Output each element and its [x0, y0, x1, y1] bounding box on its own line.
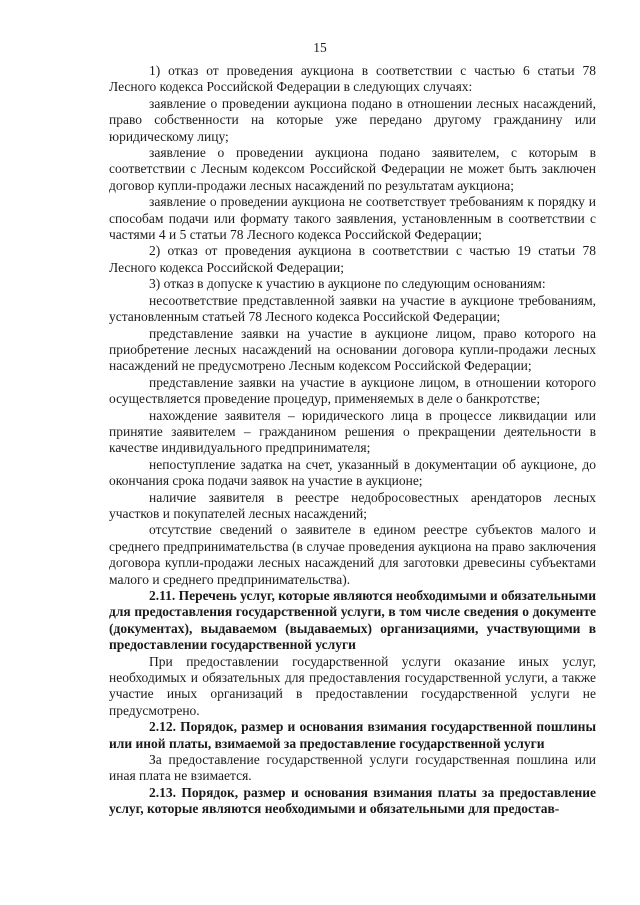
- section-heading: 2.13. Порядок, размер и основания взимания платы за предоставление услуг, которые являются необходимыми и обязательными для предостав-: [109, 784, 596, 817]
- paragraph: заявление о проведении аукциона не соответствует требованиям к порядку и способам подачи или формату такого заявления, установленным в соответствии с частями 4 и 5 статьи 78 Лесного кодекса Российской Федерации;: [109, 194, 596, 243]
- section-heading: 2.12. Порядок, размер и основания взимания государственной пошлины или иной платы, взимаемой за предоставление государственной услуги: [109, 719, 596, 751]
- paragraph: отсутствие сведений о заявителе в едином реестре субъектов малого и среднего предпринимательства (в случае проведения аукциона на право заключения договора купли-продажи лесных насаждений для заготовки древесины субъектами малого и среднего предпринимательства).: [109, 522, 596, 587]
- paragraph: заявление о проведении аукциона подано заявителем, с которым в соответствии с Лесным кодексом Российской Федерации не может быть заключен договор купли-продажи лесных насаждений по результатам аукциона;: [109, 145, 596, 193]
- paragraph: несоответствие представленной заявки на участие в аукционе требованиям, установленным статьей 78 Лесного кодекса Российской Федерации;: [109, 292, 596, 325]
- paragraph: наличие заявителя в реестре недобросовестных арендаторов лесных участков и покупателей лесных насаждений;: [109, 489, 596, 521]
- paragraph: 1) отказ от проведения аукциона в соответствии с частью 6 статьи 78 Лесного кодекса Российской Федерации в следующих случаях:: [109, 63, 596, 95]
- paragraph: непоступление задатка на счет, указанный в документации об аукционе, до окончания срока подачи заявок на участие в аукционе;: [109, 456, 596, 489]
- document-body: [109, 63, 596, 818]
- paragraph: 2) отказ от проведения аукциона в соответствии с частью 19 статьи 78 Лесного кодекса Российской Федерации;: [109, 243, 596, 275]
- page-number: 15: [313, 40, 327, 55]
- paragraph: представление заявки на участие в аукционе лицом, в отношении которого осуществляется проведение процедур, применяемых в деле о банкротстве;: [109, 374, 596, 407]
- paragraph: представление заявки на участие в аукционе лицом, право которого на приобретение лесных насаждений на основании договора купли-продажи лесных насаждений не предусмотрено Лесным кодексом Российской Федерации;: [109, 325, 596, 374]
- paragraph: За предоставление государственной услуги государственная пошлина или иная плата не взимается.: [109, 752, 596, 784]
- paragraph: 3) отказ в допуске к участию в аукционе по следующим основаниям:: [149, 276, 546, 292]
- paragraph: При предоставлении государственной услуги оказание иных услуг, необходимых и обязательных для предоставления государственной услуги, а также участие иных организаций в предоставлении государственной услуги не предусмотрено.: [109, 653, 596, 718]
- section-heading: 2.11. Перечень услуг, которые являются необходимыми и обязательными для предоставления государственной услуги, в том числе сведения о документе (документах), выдаваемом (выдаваемых) организациями, участвующими в предоставлении государственной услуги: [109, 588, 597, 653]
- paragraph: нахождение заявителя – юридического лица в процессе ликвидации или принятие заявителем – гражданином решения о прекращении деятельности в качестве индивидуального предпринимателя;: [109, 407, 596, 456]
- paragraph: заявление о проведении аукциона подано в отношении лесных насаждений, право собственности на которые уже передано другому гражданину или юридическому лицу;: [109, 95, 596, 144]
